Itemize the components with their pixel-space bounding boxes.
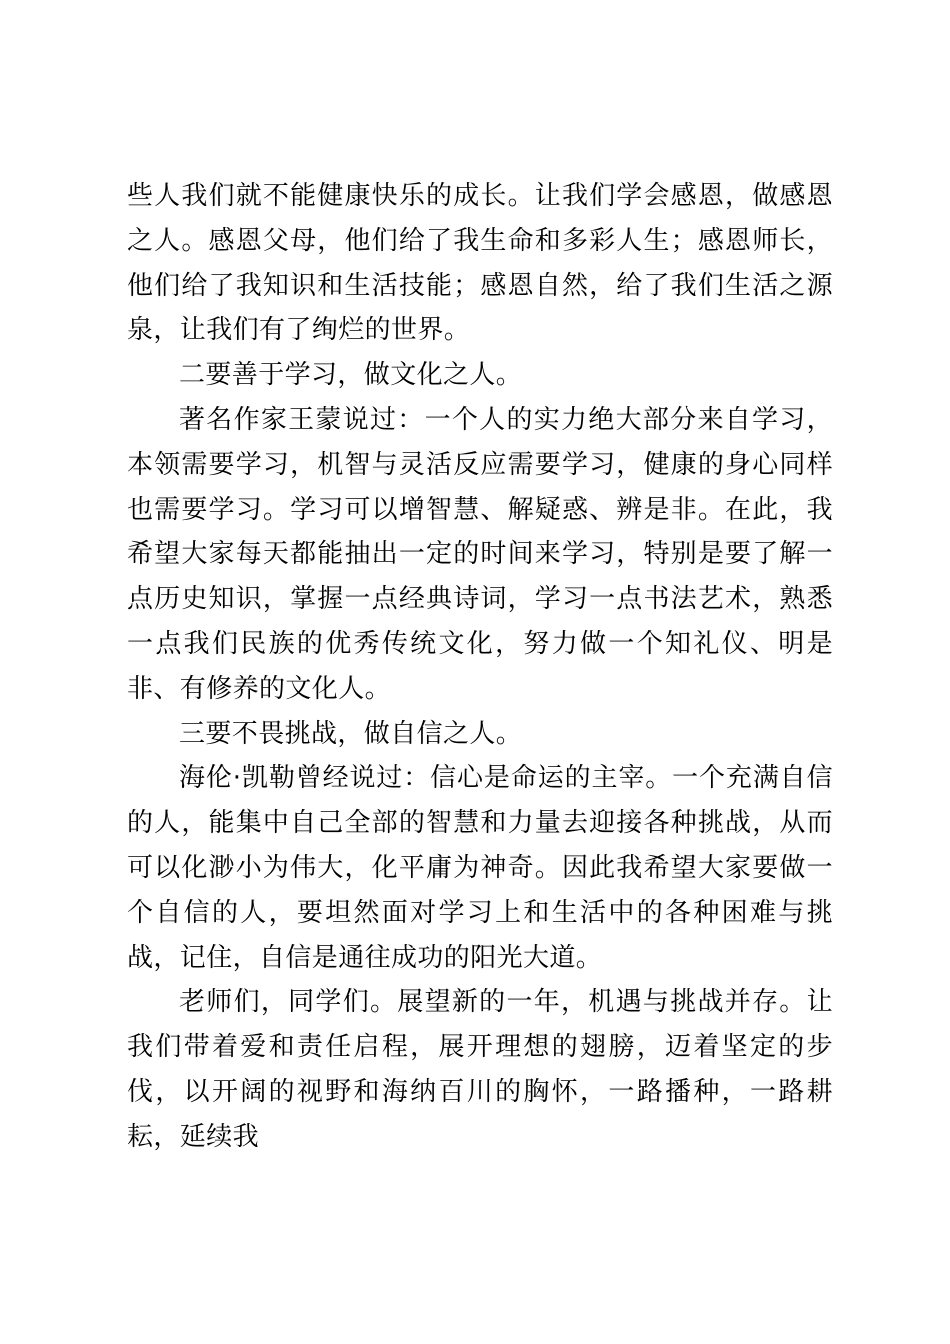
paragraph-heading-learning: 二要善于学习，做文化之人。 (179, 360, 523, 391)
paragraph-heading-confidence: 三要不畏挑战，做自信之人。 (179, 718, 523, 749)
paragraph-wang-meng-quote: 著名作家王蒙说过：一个人的实力绝大部分来自学习，本领需要学习，机智与灵活反应需要学习，健康的身心同样也需要学习。学习可以增智慧、解疑惑、辨是非。在此，我希望大家每天都能抽出一定的时间来学习，特别是要了解一点历史知识，掌握一点经典诗词，学习一点书法艺术，熟悉一点我们民族的优秀传统文化，努力做一个知礼仪、明是非、有修养的文化人。 (127, 404, 833, 704)
paragraph-continuation: 些人我们就不能健康快乐的成长。让我们学会感恩，做感恩之人。感恩父母，他们给了我生命和多彩人生；感恩师长，他们给了我知识和生活技能；感恩自然，给了我们生活之源泉，让我们有了绚烂的世界。 (127, 181, 833, 346)
paragraph-helen-keller-quote: 海伦·凯勒曾经说过：信心是命运的主宰。一个充满自信的人，能集中自己全部的智慧和力量去迎接各种挑战，从而可以化渺小为伟大，化平庸为神奇。因此我希望大家要做一个自信的人，要坦然面对学习上和生活中的各种困难与挑战，记住，自信是通往成功的阳光大道。 (127, 763, 833, 973)
document-body (127, 174, 833, 1160)
paragraph-closing: 老师们，同学们。展望新的一年，机遇与挑战并存。让我们带着爱和责任启程，展开理想的翅膀，迈着坚定的步伐，以开阔的视野和海纳百川的胸怀，一路播种，一路耕耘，延续我 (127, 987, 833, 1152)
